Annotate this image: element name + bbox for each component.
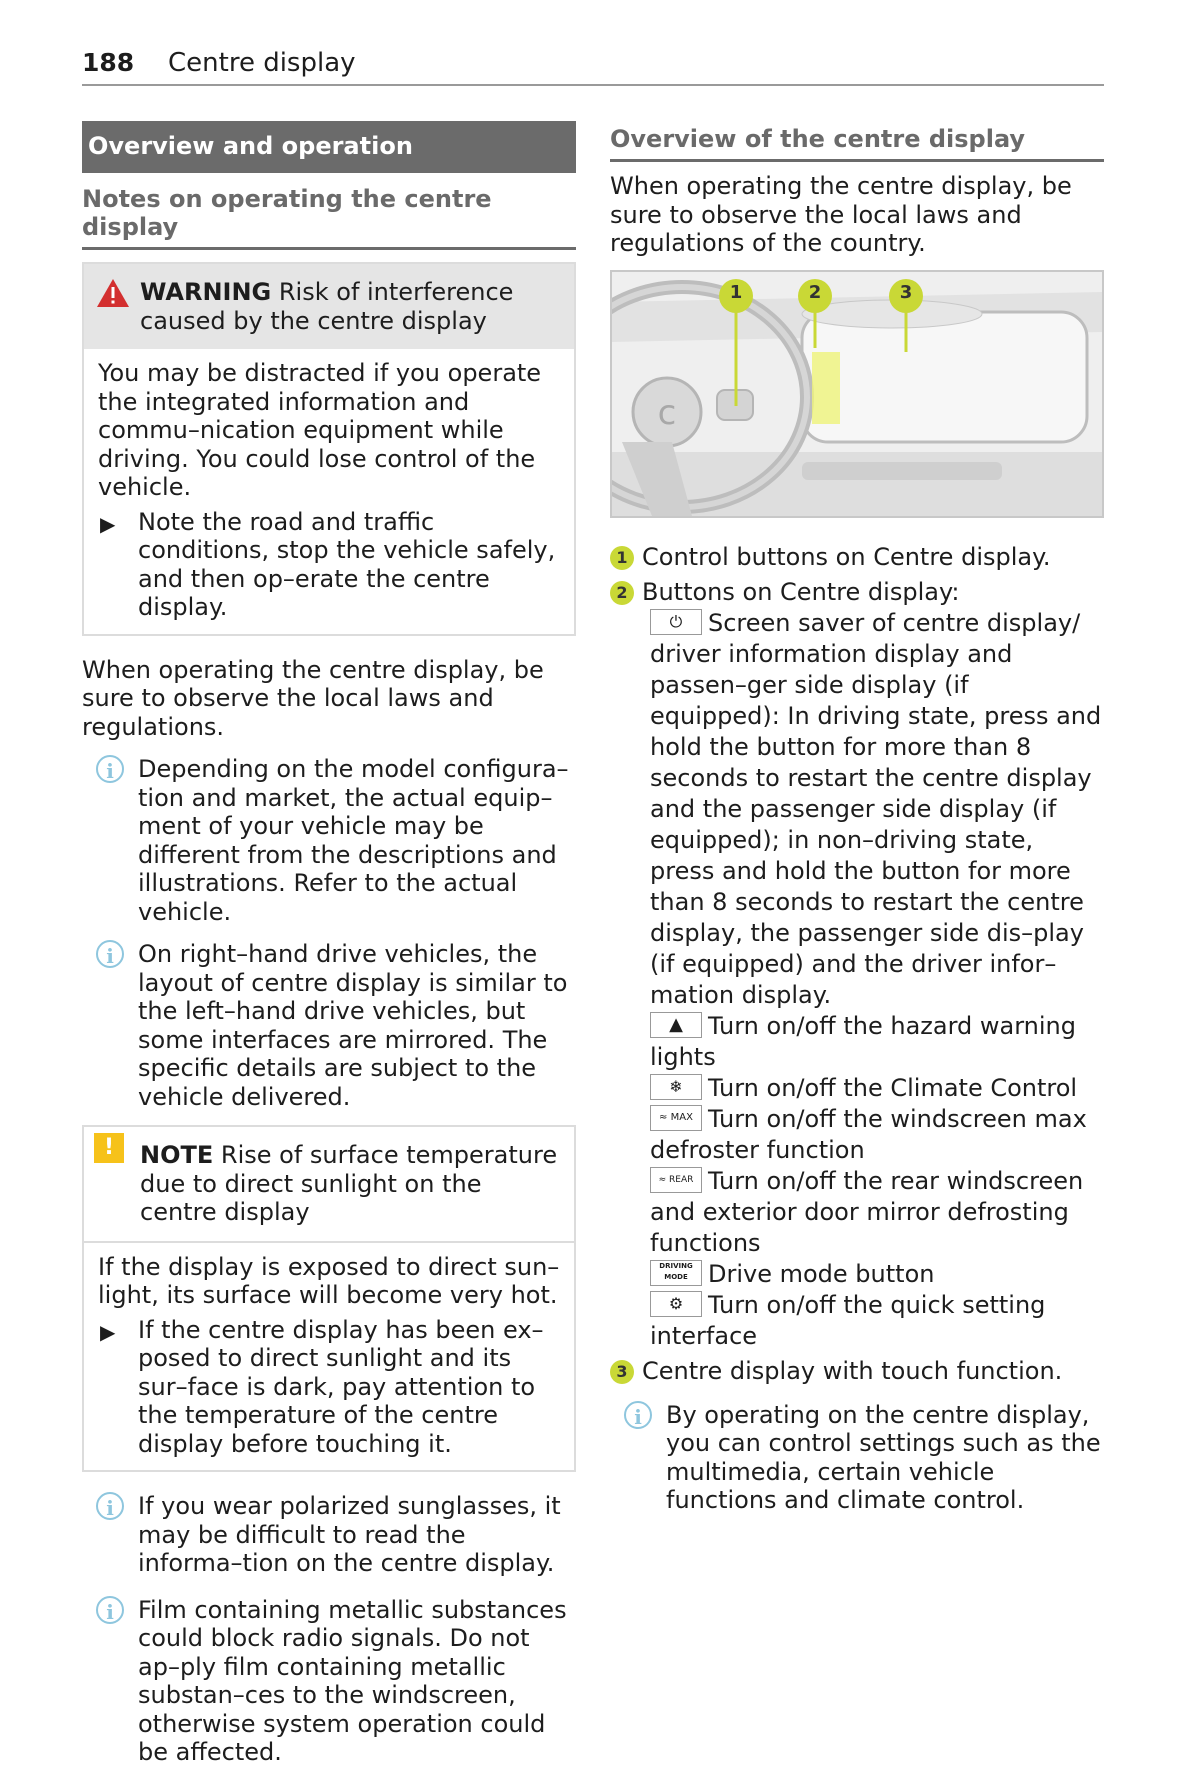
info-note-touch	[610, 1401, 1104, 1515]
svg-text:c: c	[657, 392, 677, 433]
note-title: Rise of surface temperature due to direct sunlight on the centre display	[140, 1141, 558, 1226]
button-desc: Turn on/off the rear windscreen and exterior door mirror defrosting functions	[650, 1166, 1084, 1257]
callout-badge-2: 2	[610, 581, 634, 605]
button-desc: Turn on/off the quick setting interface	[650, 1290, 1046, 1350]
subheading-overview: Overview of the centre display	[610, 121, 1104, 162]
info-text: By operating on the centre display, you can control settings such as the multimedia, certain vehicle functions and climate control.	[666, 1400, 1101, 1514]
note-label: NOTE	[140, 1141, 214, 1169]
right-column	[610, 121, 1104, 1515]
warning-body: You may be distracted if you operate the integrated information and commu–nication equipment while driving. You could lose control of the vehicle.	[98, 359, 542, 501]
info-icon: i	[96, 755, 124, 783]
note-body: If the display is exposed to direct sun–light, its surface will become very hot.	[98, 1252, 560, 1309]
note-bullet-text: If the centre display has been ex–posed to direct sunlight and its sur–face is dark, pay attention to the temperature of the centre display before touching it.	[138, 1315, 544, 1458]
max-defrost-icon: ≈ MAX	[650, 1105, 702, 1131]
button-item-hazard	[610, 1011, 1104, 1073]
warning-box	[82, 262, 576, 636]
info-note-model	[82, 755, 576, 926]
info-text: If you wear polarized sunglasses, it may be difficult to read the informa–tion on the centre display.	[138, 1492, 561, 1577]
legend-text-1: Control buttons on Centre display.	[642, 542, 1051, 571]
info-note-rhd	[82, 940, 576, 1111]
button-item-rear-defrost	[610, 1166, 1104, 1259]
climate-icon: ❄	[650, 1074, 702, 1100]
intro-paragraph: When operating the centre display, be sure to observe the local laws and regulations of the country.	[610, 172, 1072, 257]
info-icon: i	[624, 1401, 652, 1429]
legend-text-2: Buttons on Centre display:	[642, 577, 960, 606]
info-text: Depending on the model configura–tion and market, the actual equip–ment of your vehicle may be different from the descriptions and illustrations. Refer to the actual vehicle.	[138, 755, 569, 926]
button-desc: Turn on/off the Climate Control	[708, 1073, 1078, 1102]
info-text: On right–hand drive vehicles, the layout of centre display is similar to the left–hand drive vehicles, but some interfaces are mirrored. The specific details are subject to the vehicle delivered.	[138, 940, 568, 1111]
legend-text-3: Centre display with touch function.	[642, 1356, 1063, 1385]
warning-title: Risk of interference caused by the centre display	[140, 278, 514, 335]
note-header	[84, 1127, 574, 1243]
warning-label: WARNING	[140, 278, 272, 306]
info-icon: i	[96, 940, 124, 968]
exclamation-icon: !	[94, 1133, 124, 1163]
page-title: Centre display	[168, 48, 356, 78]
info-text: Film containing metallic substances could block radio signals. Do not ap–ply film containing metallic substan–ces to the windscreen, otherwise system operation could be affected.	[138, 1595, 567, 1766]
button-desc: Screen saver of centre display/ driver information display and passen–ger side display (if equipped): In driving state, press and hold the button for more than 8 seconds to restart the centre display and the passenger side display (if equipped); in non–driving state, press and hold the button for more than 8 seconds to restart the centre display, the passenger side dis–play (if equipped) and the driver infor–mation display.	[650, 608, 1102, 1009]
info-icon: i	[96, 1596, 124, 1624]
dashboard-illustration	[610, 270, 1104, 518]
warning-triangle-icon	[96, 278, 130, 315]
dashboard-drawing	[612, 272, 1102, 516]
button-item-max-defrost	[610, 1104, 1104, 1166]
info-note-sunglasses	[82, 1492, 576, 1578]
info-icon: i	[96, 1492, 124, 1520]
legend-item-2	[610, 577, 1104, 608]
button-item-drive-mode	[610, 1259, 1104, 1290]
arrow-bullet-icon: ▶	[100, 511, 116, 536]
rear-defrost-icon: ≈ REAR	[650, 1167, 702, 1193]
callout-badge-1: 1	[610, 546, 634, 570]
callout-label-1: 1	[729, 281, 743, 303]
section-title: Overview and operation	[82, 121, 576, 173]
callout-badge-3: 3	[610, 1360, 634, 1384]
paragraph-laws: When operating the centre display, be sure to observe the local laws and regulations.	[82, 655, 544, 741]
power-icon: ⏻	[650, 609, 702, 635]
note-bullet	[98, 1316, 560, 1459]
button-item-quick-setting	[610, 1290, 1104, 1352]
legend-item-3	[610, 1356, 1104, 1387]
button-item-power	[610, 608, 1104, 1011]
warning-bullet	[98, 508, 560, 622]
left-column	[82, 121, 576, 1767]
button-desc: Turn on/off the windscreen max defroster function	[650, 1104, 1087, 1164]
callout-label-3: 3	[899, 281, 913, 303]
legend-item-1	[610, 542, 1104, 573]
drive-mode-icon: DRIVING MODE	[650, 1260, 702, 1286]
warning-header	[84, 264, 574, 349]
warning-bullet-text: Note the road and traffic conditions, stop the vehicle safely, and then op–erate the centre display.	[138, 507, 556, 621]
hazard-icon: ▲	[650, 1012, 702, 1038]
page-header	[82, 44, 1104, 86]
info-note-film	[82, 1596, 576, 1767]
callout-label-2: 2	[808, 281, 822, 303]
arrow-bullet-icon: ▶	[100, 1319, 116, 1344]
note-box	[82, 1125, 576, 1472]
page-number: 188	[82, 48, 135, 77]
button-item-climate	[610, 1073, 1104, 1104]
subheading-notes: Notes on operating the centre display	[82, 175, 576, 250]
button-desc: Drive mode button	[708, 1259, 935, 1288]
quick-setting-icon: ⚙	[650, 1291, 702, 1317]
button-desc: Turn on/off the hazard warning lights	[650, 1011, 1076, 1071]
